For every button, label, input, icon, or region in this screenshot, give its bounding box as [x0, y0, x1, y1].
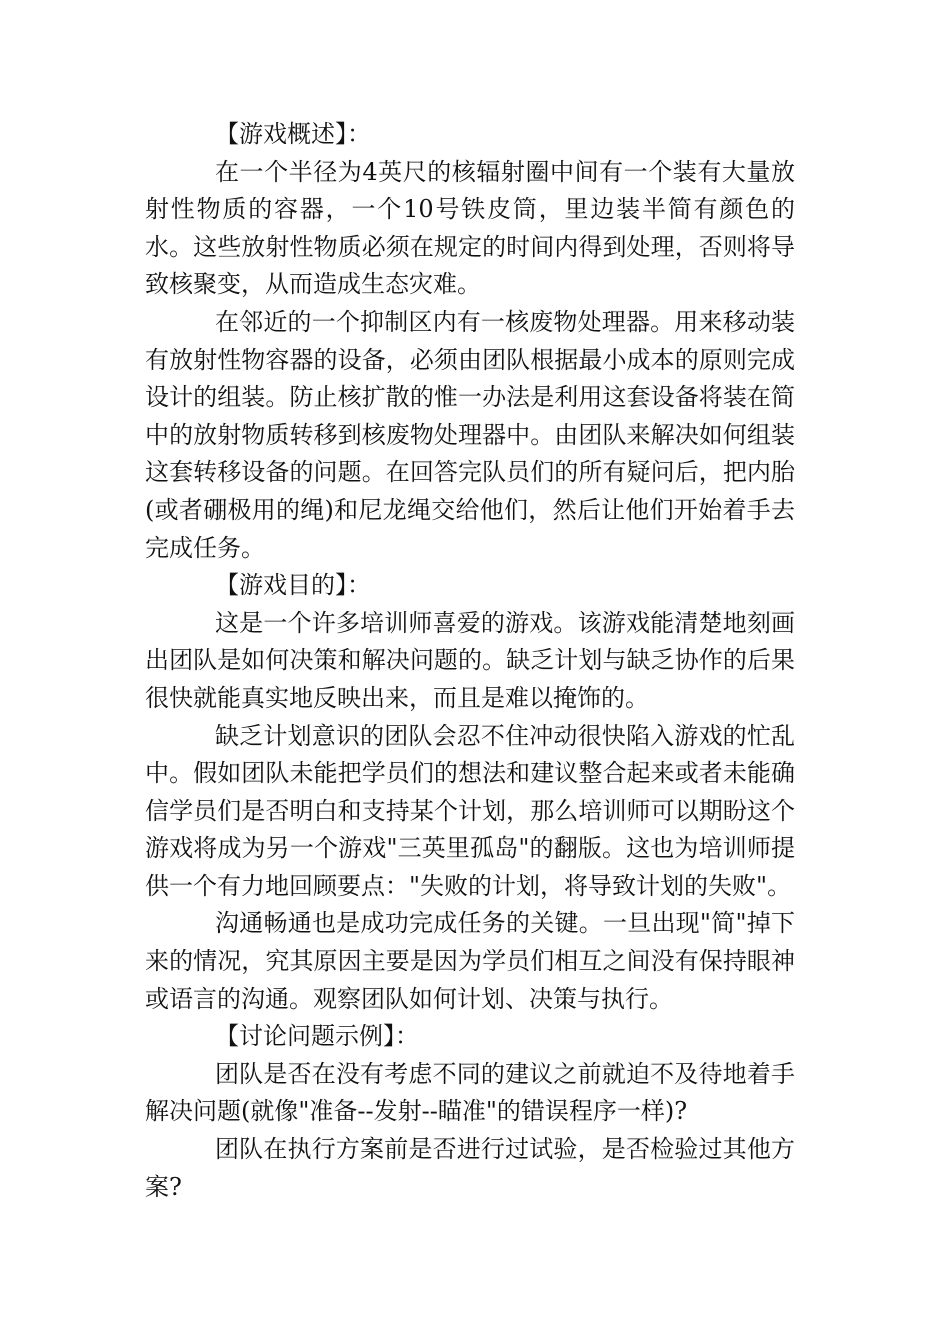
document-body	[145, 116, 795, 1206]
paragraph: 沟通畅通也是成功完成任务的关键。一旦出现"简"掉下来的情况，究其原因主要是因为学员们相互之间没有保持眼神或语言的沟通。观察团队如何计划、决策与执行。	[145, 909, 795, 1013]
section-heading-discussion: 【讨论问题示例】：	[215, 1022, 419, 1051]
paragraph: 这是一个许多培训师喜爱的游戏。该游戏能清楚地刻画出团队是如何决策和解决问题的。缺乏计划与缺乏协作的后果很快就能真实地反映出来，而且是难以掩饰的。	[145, 608, 795, 712]
paragraph: 缺乏计划意识的团队会忍不住冲动很快陷入游戏的忙乱中。假如团队未能把学员们的想法和建议整合起来或者未能确信学员们是否明白和支持某个计划，那么培训师可以期盼这个游戏将成为另一个游戏"三英里孤岛"的翻版。这也为培训师提供一个有力地回顾要点："失败的计划，将导致计划的失败"。	[145, 721, 795, 900]
paragraph: 在一个半径为4英尺的核辐射圈中间有一个装有大量放射性物质的容器，一个10号铁皮筒，里边装半简有颜色的水。这些放射性物质必须在规定的时间内得到处理，否则将导致核聚变，从而造成生态灾难。	[145, 157, 795, 299]
paragraph: 团队在执行方案前是否进行过试验，是否检验过其他方案?	[145, 1135, 795, 1201]
paragraph: 在邻近的一个抑制区内有一核废物处理器。用来移动装有放射性物容器的设备，必须由团队根据最小成本的原则完成设计的组装。防止核扩散的惟一办法是利用这套设备将装在简中的放射物质转移到核废物处理器中。由团队来解决如何组装这套转移设备的问题。在回答完队员们的所有疑问后，把内胎(或者硼极用的绳)和尼龙绳交给他们，然后让他们开始着手去完成任务。	[145, 307, 795, 562]
section-heading-overview: 【游戏概述】：	[215, 120, 371, 148]
section-heading-purpose: 【游戏目的】：	[215, 571, 371, 600]
paragraph: 团队是否在没有考虑不同的建议之前就迫不及待地着手解决问题(就像"准备--发射--瞄准"的错误程序一样)?	[145, 1059, 795, 1126]
